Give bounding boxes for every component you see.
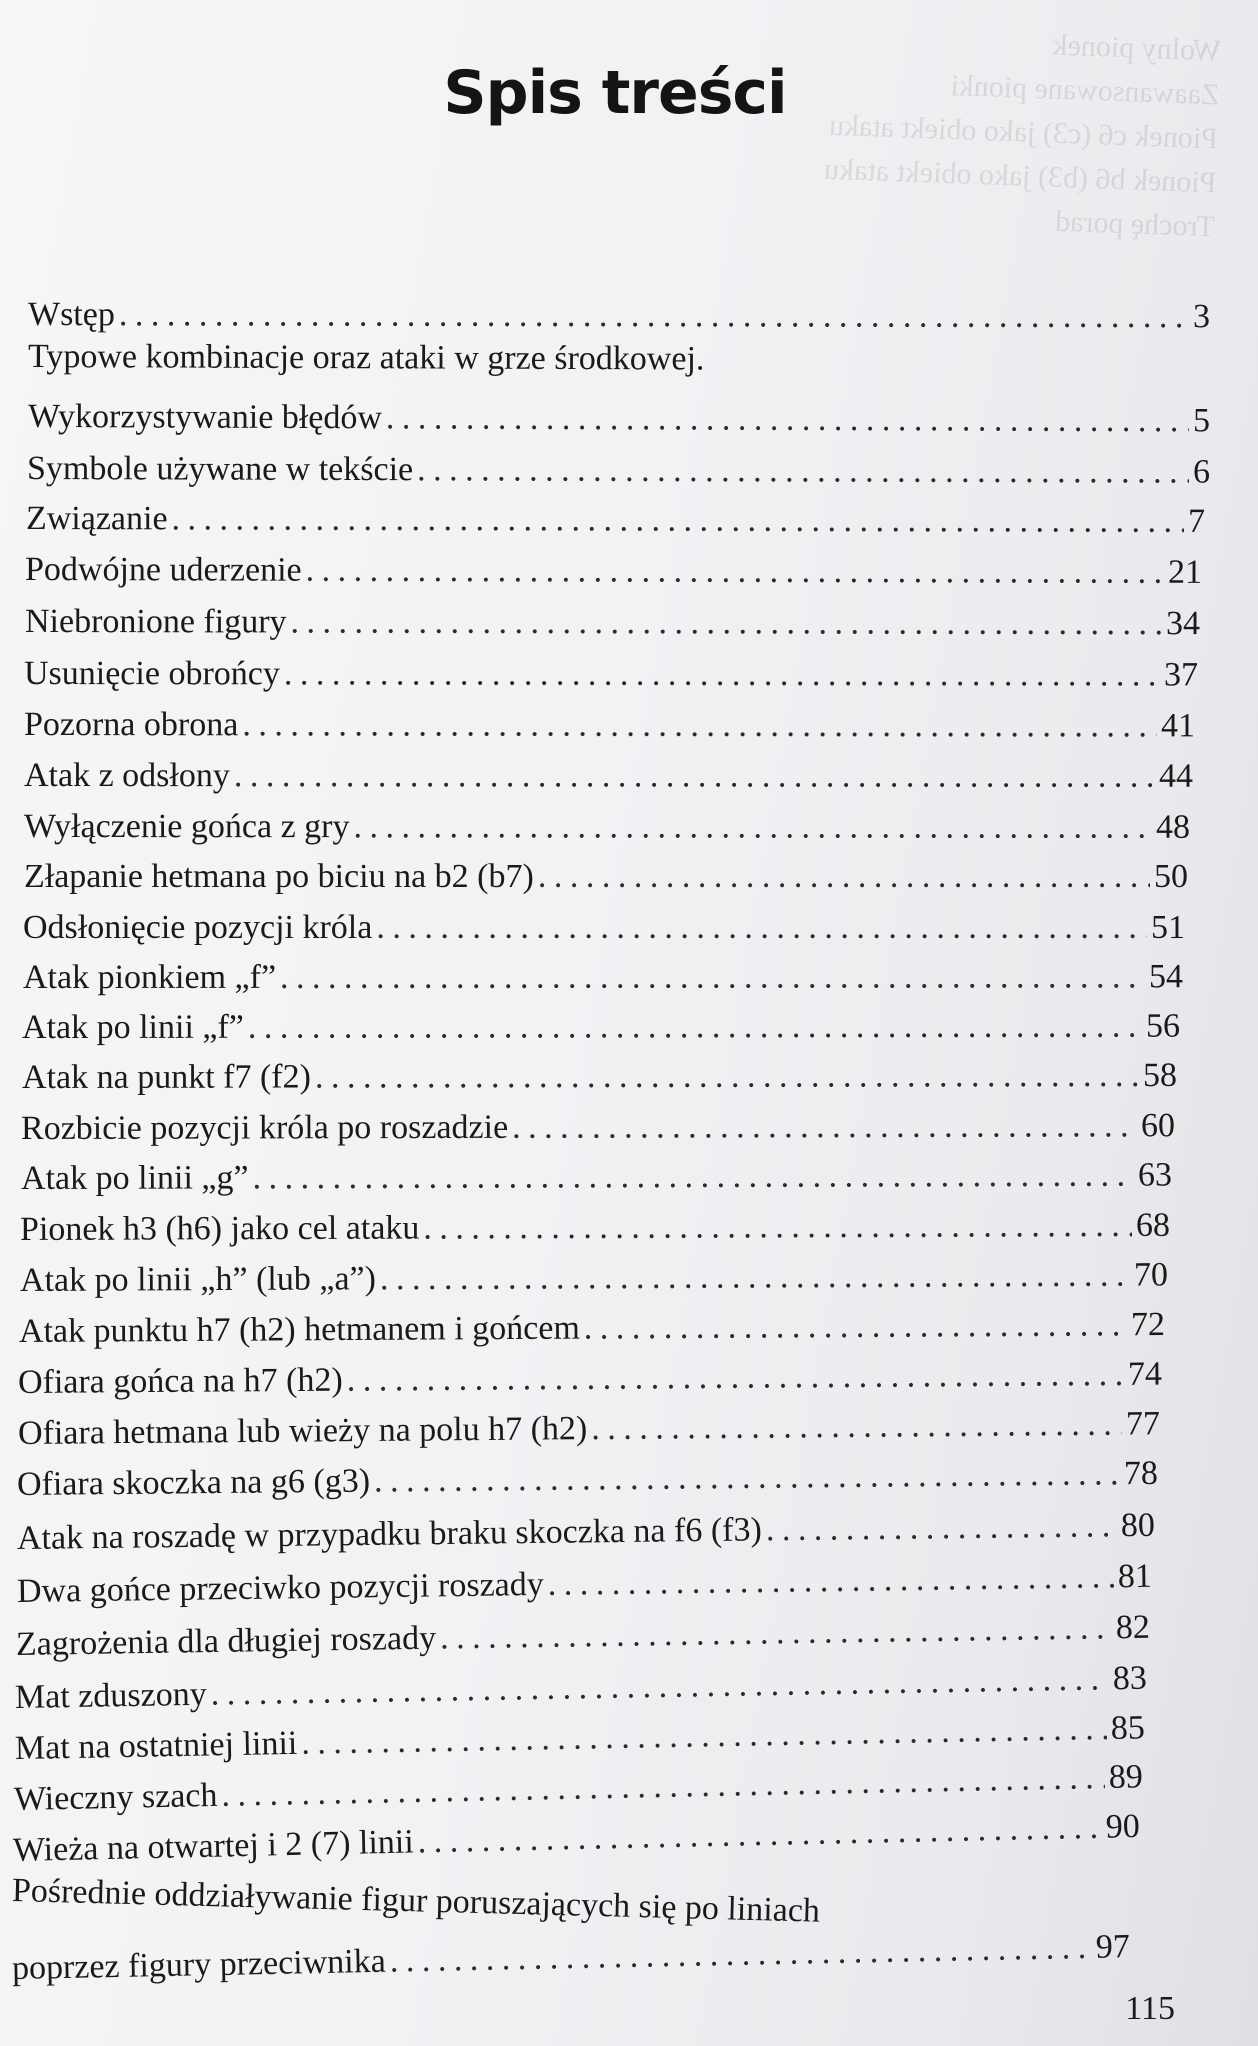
dot-leader <box>347 1356 1125 1400</box>
toc-entry <box>26 500 1205 541</box>
toc-entry-title: Podwójne uderzenie <box>24 551 302 589</box>
toc-entry <box>22 1057 1177 1097</box>
toc-page-number: 74 <box>1127 1355 1163 1393</box>
toc-entry-title: Atak punktu h7 (h2) hetmanem i gońcem <box>18 1309 580 1350</box>
toc-entry-title: Atak po linii „h” (lub „a”) <box>19 1260 377 1299</box>
toc-entry-title: Dwa gońce przeciwko pozycji roszady <box>16 1565 544 1610</box>
bleed-line: Trochę porad <box>1054 204 1216 244</box>
toc-page-number: 70 <box>1133 1256 1169 1294</box>
toc-entry-title: Pozorna obrona <box>23 706 239 744</box>
toc-entry-title: Atak pionkiem „f” <box>22 958 277 996</box>
dot-leader <box>242 706 1157 745</box>
dot-leader <box>234 757 1155 796</box>
toc-entry <box>20 1256 1168 1300</box>
dot-leader <box>119 296 1189 336</box>
toc-page-number: 3 <box>1192 298 1211 336</box>
toc-page-number: 41 <box>1160 707 1196 745</box>
toc-entry <box>22 1008 1180 1047</box>
toc-entry <box>24 706 1195 745</box>
toc-page-number: 58 <box>1142 1056 1178 1094</box>
toc-entry <box>13 1808 1141 1870</box>
dot-leader <box>417 1809 1102 1862</box>
toc-entry-title: Typowe kombinacje oraz ataki w grze środkowej. <box>27 338 705 378</box>
toc-entry <box>24 858 1188 896</box>
dot-leader <box>284 655 1160 694</box>
toc-entry <box>21 1107 1175 1148</box>
toc-entry-title: poprzez figury przeciwnika <box>11 1942 387 1987</box>
toc-entry <box>12 1990 1175 2028</box>
toc-entry <box>17 1558 1152 1611</box>
toc-page-number: 34 <box>1165 605 1201 643</box>
toc-entry <box>16 1609 1150 1664</box>
toc-entry <box>28 338 820 379</box>
toc-entry-title: Ofiara hetmana lub wieży na polu h7 (h2) <box>17 1410 588 1452</box>
dot-leader <box>374 1455 1120 1500</box>
toc-entry-title: Pośrednie oddziaływanie figur poruszających się po liniach <box>11 1872 821 1930</box>
toc-entry-title: Wyłączenie gońca z gry <box>23 808 350 846</box>
toc-entry-title: Pionek h3 (h6) jako cel ataku <box>19 1209 420 1248</box>
toc-page-number: 50 <box>1154 858 1188 895</box>
toc-page-number: 7 <box>1187 502 1206 540</box>
dot-leader <box>253 1157 1135 1198</box>
toc-entry <box>23 958 1183 997</box>
dot-leader <box>440 1609 1112 1657</box>
toc-entry <box>18 1356 1162 1402</box>
dot-leader <box>380 1257 1130 1299</box>
toc-entry-title: Atak z odsłony <box>23 757 230 795</box>
toc-page-number: 5 <box>1192 402 1211 440</box>
toc-entry <box>25 603 1200 643</box>
toc-entry <box>15 1709 1146 1768</box>
toc-page-number: 85 <box>1110 1709 1146 1747</box>
toc-page-number: 72 <box>1130 1305 1166 1344</box>
toc-page-number: 77 <box>1125 1405 1161 1443</box>
dot-leader <box>512 1107 1137 1147</box>
toc-page-number: 115 <box>1125 1990 1175 2027</box>
toc-entry <box>17 1455 1158 1504</box>
toc-entry-title: Atak po linii „f” <box>21 1008 244 1046</box>
toc-entry <box>23 909 1185 947</box>
bleed-line: Wolny pionek <box>1052 28 1222 68</box>
dot-leader <box>221 1759 1105 1815</box>
toc-page-number: 63 <box>1137 1156 1173 1194</box>
dot-leader <box>423 1207 1132 1248</box>
bleed-line: Pionek c6 (c3) jako obiekt ataku <box>828 108 1219 156</box>
toc-entry <box>17 1507 1155 1558</box>
toc-page-number: 80 <box>1120 1506 1156 1545</box>
toc-entry <box>19 1306 1165 1351</box>
bleed-line: Pionek b6 (b3) jako obiekt ataku <box>823 152 1217 200</box>
toc-page-number: 48 <box>1155 808 1191 846</box>
toc-page-number: 68 <box>1135 1206 1171 1244</box>
toc-entry <box>20 1207 1170 1249</box>
toc-page-number: 97 <box>1095 1928 1131 1966</box>
toc-entry-title: Niebronione figury <box>24 603 287 641</box>
dot-leader <box>376 909 1147 947</box>
toc-entry-title: Mat zduszony <box>14 1675 207 1716</box>
toc-page-number: 83 <box>1112 1659 1148 1698</box>
toc-page-number: 44 <box>1158 757 1194 795</box>
dot-leader <box>353 808 1152 846</box>
toc-page-number: 81 <box>1117 1557 1153 1596</box>
bleed-line: Zaawansowane pionki <box>949 69 1220 112</box>
toc-entry-title: Atak po linii „g” <box>20 1159 249 1197</box>
page-title: Spis treści <box>443 58 787 128</box>
dot-leader <box>306 552 1164 592</box>
toc-page-number: 82 <box>1115 1608 1151 1647</box>
toc-entry <box>12 1872 961 1934</box>
toc-entry <box>28 398 1210 440</box>
toc-entry <box>12 1928 1131 1988</box>
toc-page-number: 89 <box>1108 1758 1144 1796</box>
toc-page-number: 37 <box>1163 656 1199 694</box>
dot-leader <box>591 1406 1122 1449</box>
dot-leader <box>248 1008 1142 1047</box>
toc-entry-title: Rozbicie pozycji króla po roszadzie <box>20 1108 509 1147</box>
toc-entry-title: Złapanie hetmana po biciu na b2 (b7) <box>24 858 534 895</box>
toc-entry <box>24 808 1190 847</box>
toc-entry-title: Ofiara gońca na h7 (h2) <box>17 1361 343 1401</box>
toc-entry <box>24 655 1198 694</box>
toc-entry-title: Atak na roszadę w przypadku braku skoczka na f6 (f3) <box>16 1511 763 1557</box>
toc-entry-title: Związanie <box>25 500 168 538</box>
toc-entry-title: Ofiara skoczka na g6 (g3) <box>16 1462 371 1503</box>
dot-leader <box>315 1057 1139 1097</box>
toc-entry <box>15 1660 1147 1717</box>
toc-entry-title: Wstęp <box>27 296 115 334</box>
dot-leader <box>210 1660 1109 1713</box>
toc-entry <box>24 757 1193 796</box>
toc-page-number: 90 <box>1105 1807 1141 1846</box>
toc-entry-title: Wieczny szach <box>13 1776 218 1818</box>
toc-entry <box>21 1156 1172 1198</box>
toc-page-number: 21 <box>1167 553 1203 591</box>
toc-entry <box>14 1758 1144 1819</box>
dot-leader <box>280 958 1145 997</box>
toc-entry <box>18 1405 1160 1453</box>
dot-leader <box>417 451 1189 491</box>
dot-leader <box>389 1929 1092 1981</box>
toc-entry-title: Atak na punkt f7 (f2) <box>21 1058 311 1096</box>
toc-page-number: 6 <box>1192 453 1211 491</box>
toc-page-number: 78 <box>1123 1454 1159 1493</box>
dot-leader <box>547 1558 1114 1604</box>
toc-entry <box>27 450 1210 492</box>
dot-leader <box>301 1710 1107 1763</box>
dot-leader <box>538 858 1150 896</box>
dot-leader <box>386 399 1189 440</box>
toc-page-number: 60 <box>1140 1107 1176 1145</box>
toc-page-number: 51 <box>1151 909 1185 946</box>
toc-page-number: 56 <box>1145 1007 1181 1045</box>
toc-entry <box>25 551 1202 592</box>
toc-page-number: 54 <box>1148 958 1184 996</box>
toc-entry-title: Usunięcie obrońcy <box>23 655 280 693</box>
toc-entry-title: Symbole używane w tekście <box>26 450 414 489</box>
toc-entry-title: Zagrożenia dla długiej roszady <box>15 1619 437 1663</box>
dot-leader <box>766 1507 1118 1549</box>
toc-entry-title: Wieża na otwartej i 2 (7) linii <box>12 1823 415 1869</box>
toc-entry <box>28 296 1210 336</box>
dot-leader <box>172 500 1185 540</box>
toc-entry-title: Odsłonięcie pozycji króla <box>23 909 373 946</box>
dot-leader <box>584 1306 1127 1347</box>
toc-entry-title: Mat na ostatniej linii <box>14 1724 298 1767</box>
dot-leader <box>291 603 1163 643</box>
toc-entry-title: Wykorzystywanie błędów <box>27 398 382 437</box>
